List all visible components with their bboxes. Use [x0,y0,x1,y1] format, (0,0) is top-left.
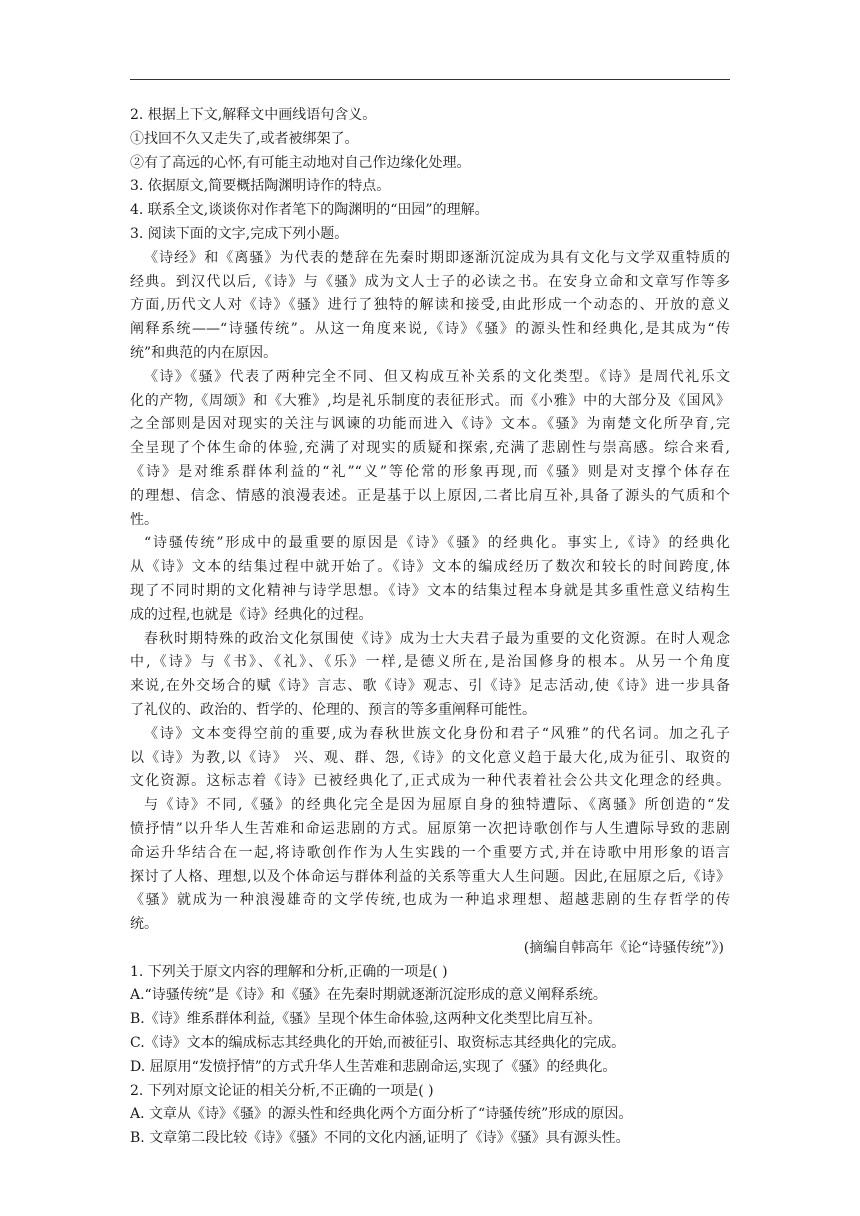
text-line: 命运升华结合在一起,将诗歌创作作为人生实践的一个重要方式,并在诗歌中用形象的语言 [130,844,730,861]
text-line: 中,《诗》与《书》、《礼》、《乐》一样,是德义所在,是治国修身的根本。从另一个角度 [130,654,730,671]
text-line: 现了不同时期的文化精神与诗学思想。《诗》文本的结集过程本身就是其多重性意义结构生 [130,582,730,599]
text-line: 统。 [130,916,158,933]
text-line: 统”和典范的内在原因。 [130,344,278,361]
text-line: 《诗》是对维系群体利益的“礼”“义”等伦常的形象再现,而《骚》则是对支撑个体存在 [130,463,730,480]
text-line: A.“诗骚传统”是《诗》和《骚》在先秦时期就逐渐沉淀形成的意义阐释系统。 [130,987,607,1004]
text-line: 《骚》就成为一种浪漫雄奇的文学传统,也成为一种追求理想、超越悲剧的生存哲学的传 [130,892,730,909]
exam-content [130,104,730,1151]
text-line: 以《诗》为教,以《诗》 兴、观、群、怨,《诗》的文化意义趋于最大化,成为征引、取资的 [130,749,730,766]
text-line: 3. 阅读下面的文字,完成下列小题。 [130,225,349,242]
text-line: 探讨了人格、理想,以及个体命运与群体利益的关系等重大人生问题。因此,在屈原之后,《诗》 [130,868,730,885]
text-line: 春秋时期特殊的政治文化氛围使《诗》成为士大夫君子最为重要的文化资源。在时人观念 [144,630,730,647]
text-line: 性。 [130,511,158,528]
text-line: 从《诗》文本的结集过程中就开始了。《诗》文本的编成经历了数次和较长的时间跨度,体 [130,559,730,576]
text-line: 来说,在外交场合的赋《诗》言志、歌《诗》观志、引《诗》足志活动,使《诗》进一步具备 [130,678,730,695]
text-line: “诗骚传统”形成中的最重要的原因是《诗》《骚》的经典化。事实上,《诗》的经典化 [144,535,730,552]
text-line: D. 屈原用“发愤抒情”的方式升华人生苦难和悲剧命运,实现了《骚》的经典化。 [130,1058,617,1075]
text-line: 与《诗》不同,《骚》的经典化完全是因为屈原自身的独特遭际、《离骚》所创造的“发 [144,797,730,814]
text-line: A. 文章从《诗》《骚》的源头性和经典化两个方面分析了“诗骚传统”形成的原因。 [130,1106,633,1123]
text-line: C.《诗》文本的编成标志其经典化的开始,而被征引、取资标志其经典化的完成。 [130,1035,626,1052]
text-line: 4. 联系全文,谈谈你对作者笔下的陶渊明的“田园”的理解。 [130,202,489,219]
text-line: 《诗》文本变得空前的重要,成为春秋世族文化身份和君子“风雅”的代名词。加之孔子 [144,725,730,742]
text-line: ①找回不久又走失了,或者被绑架了。 [130,130,359,147]
text-line: 3. 依据原文,简要概括陶渊明诗作的特点。 [130,178,391,195]
text-line: (摘编自韩高年《论“诗骚传统”》) [523,939,724,956]
text-line: 文化资源。这标志着《诗》已被经典化了,正式成为一种代表着社会公共文化理念的经典。 [130,773,730,790]
text-line: 2. 根据上下文,解释文中画线语句含义。 [130,107,377,123]
text-line: B.《诗》维系群体利益,《骚》呈现个体生命体验,这两种文化类型比肩互补。 [130,1011,602,1028]
text-line: 全呈现了个体生命的体验,充满了对现实的质疑和探索,充满了悲剧性与崇高感。综合来看, [130,440,730,457]
text-line: 经典。到汉代以后,《诗》与《骚》成为文人士子的必读之书。在安身立命和文章写作等多 [130,273,730,290]
text-line: B. 文章第二段比较《诗》《骚》不同的文化内涵,证明了《诗》《骚》具有源头性。 [130,1130,630,1147]
text-line: 《诗》《骚》代表了两种完全不同、但又构成互补关系的文化类型。《诗》是周代礼乐文 [144,368,730,385]
header-rule [130,79,730,80]
text-line: 1. 下列关于原文内容的理解和分析,正确的一项是( ) [130,963,448,980]
text-line: 化的产物,《周颂》和《大雅》,均是礼乐制度的表征形式。而《小雅》中的大部分及《国风》 [130,392,730,409]
text-line: 阐释系统——“诗骚传统”。从这一角度来说,《诗》《骚》的源头性和经典化,是其成为“传 [130,321,730,338]
text-line: 2. 下列对原文论证的相关分析,不正确的一项是( ) [130,1082,434,1099]
text-line: 成的过程,也就是《诗》经典化的过程。 [130,606,373,623]
text-line: 方面,历代文人对《诗》《骚》进行了独特的解读和接受,由此形成一个动态的、开放的意义 [130,297,730,314]
text-line: 愤抒情”以升华人生苦难和命运悲剧的方式。屈原第一次把诗歌创作与人生遭际导致的悲剧 [130,820,730,837]
text-line: 的理想、信念、情感的浪漫表述。正是基于以上原因,二者比肩互补,具备了源头的气质和个 [130,487,730,504]
text-line: ②有了高远的心怀,有可能主动地对自己作边缘化处理。 [130,154,471,171]
text-line: 之全部则是因对现实的关注与讽谏的功能而进入《诗》文本。《骚》为南楚文化所孕育,完 [130,416,730,433]
text-line: 了礼仪的、政治的、哲学的、伦理的、预言的等多重阐释可能性。 [130,701,536,718]
text-line: 《诗经》和《离骚》为代表的楚辞在先秦时期即逐渐沉淀成为具有文化与文学双重特质的 [144,249,730,266]
